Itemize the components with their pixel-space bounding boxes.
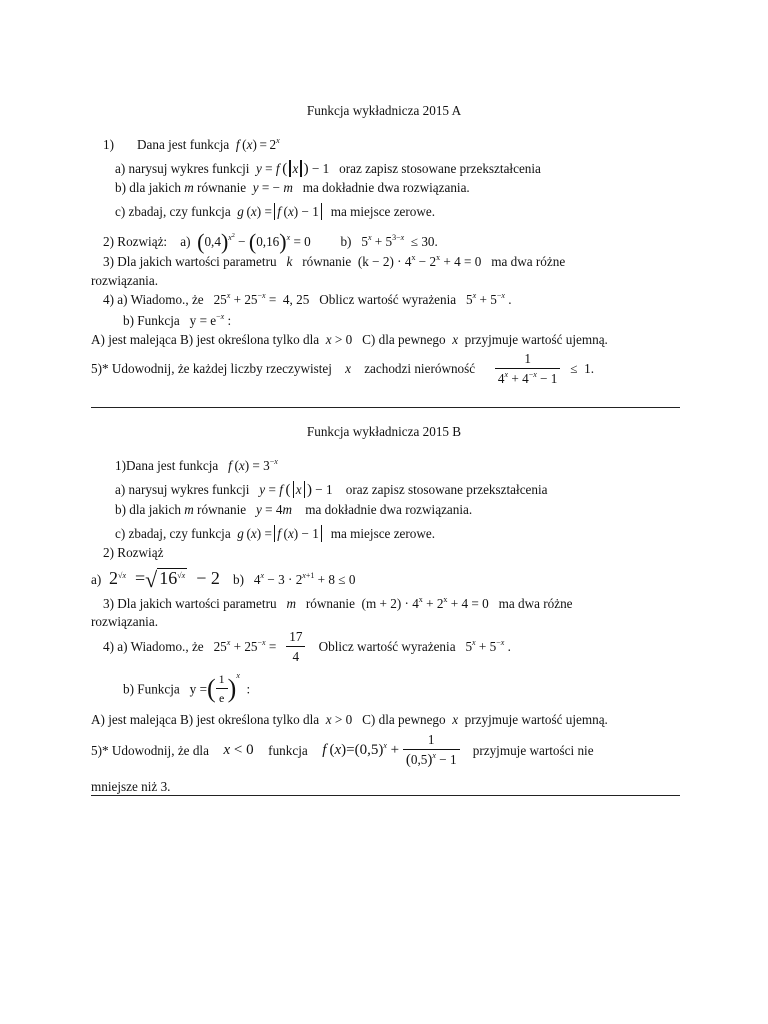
- b-fraction-term: $\frac{1}{(0,5)^x - 1}$: [403, 733, 460, 768]
- b-problem-4a: 4) a) Wiadomo., że $25^x + 25^{-x}$ = $\frac{17}{4}$ Oblicz wartość wyrażenia $5^x + 5^{-x}$ .: [103, 629, 511, 665]
- b-problem-1b: b) dla jakich m równanie y = 4m ma dokładnie dwa rozwiązania.: [115, 502, 473, 517]
- b-problem-1c: c) zbadaj, czy funkcja g (x) = f (x) − 1 ma miejsce zerowe.: [115, 526, 436, 541]
- a-problem-1: Dana jest funkcja f $(x) = 2^x$: [137, 136, 280, 152]
- a-problem-1c: c) zbadaj, czy funkcja g (x) = f (x) − 1 ma miejsce zerowe.: [115, 204, 436, 219]
- b-problem-4b: b) Funkcja y =( $\frac{1}{e}$ )$^x$ :: [123, 671, 251, 706]
- a-problem-4b: b) Funkcja $y = e^{-x}$ :: [123, 312, 232, 328]
- a-problem-1b: b) dla jakich m równanie y = − m ma dokładnie dwa rozwiązania.: [115, 180, 470, 195]
- b-problem-2: 2) Rozwiąż: [103, 545, 164, 560]
- b-problem-3-cont: rozwiązania.: [91, 614, 158, 629]
- a-problem-4a: 4) a) Wiadomo., że $25^x + 25^{-x} = 4$, 25 Oblicz wartość wyrażenia $5^x + 5^{-x}$ .: [103, 291, 512, 307]
- b-fraction-17-4: $\frac{17}{4}$: [286, 630, 305, 663]
- section-divider: [91, 407, 680, 408]
- a-inequality-fraction: $\frac{1}{4^x + 4^{-x} - 1}$: [495, 352, 560, 385]
- a-problem-1a: a) narysuj wykres funkcji y = f ( x ) − 1 oraz zapisz stosowane przekształcenia: [115, 161, 541, 177]
- b-problem-1a: a) narysuj wykres funkcji y = f ( x ) − 1 oraz zapisz stosowane przekształcenia: [115, 482, 548, 498]
- a-problem-5: 5)* Udowodnij, że każdej liczby rzeczywistej x zachodzi nierówność $\frac{1}{4^x + 4^{-x} - 1}$ ≤ 1.: [91, 351, 595, 387]
- a-problem-3: 3) Dla jakich wartości parametru k równanie $(k - 2) \cdot 4^x - 2^x + 4 = 0$ ma dwa różne: [103, 253, 566, 269]
- b-fraction-1-e: $\frac{1}{e}$: [216, 673, 228, 704]
- b-problem-5: 5)* Udowodnij, że dla x < 0 funkcja f $(x)=(0,5)^x$ + $\frac{1}{(0,5)^x - 1}$ przyjmuje wartości nie: [91, 732, 594, 769]
- section-a-title: Funkcja wykładnicza 2015 A: [306, 103, 462, 118]
- a-problem-2: 2) Rozwiąż: a) $(0,4)^{x^2} - (0,16)^x = 0$ b) $5^x + 5^{3-x} \le 30$.: [103, 229, 438, 254]
- a-problem-3-cont: rozwiązania.: [91, 273, 158, 288]
- b-problem-4-options: A) jest malejąca B) jest określona tylko dla x > 0 C) dla pewnego x przyjmuje wartość ujemną.: [91, 712, 608, 727]
- bottom-rule: [91, 795, 680, 796]
- b-problem-5-cont: mniejsze niż 3.: [91, 779, 171, 794]
- a-problem-1-number: 1): [103, 137, 114, 152]
- b-problem-2-equations: a) $2^{√x}$ =√ $16^{√x} - 2$ b) $4^x - 3 \cdot 2^{x+1} + 8 \le 0$: [91, 567, 356, 592]
- a-problem-4-options: A) jest malejąca B) jest określona tylko dla x > 0 C) dla pewnego x przyjmuje wartość ujemną.: [91, 332, 608, 347]
- b-problem-3: 3) Dla jakich wartości parametru m równanie $(m + 2) \cdot 4^x + 2^x + 4 = 0$ ma dwa różne: [103, 595, 573, 611]
- b-problem-1: 1)Dana jest funkcja f $(x) = 3^{-x}$: [115, 457, 278, 473]
- section-b-title: Funkcja wykładnicza 2015 B: [306, 424, 462, 439]
